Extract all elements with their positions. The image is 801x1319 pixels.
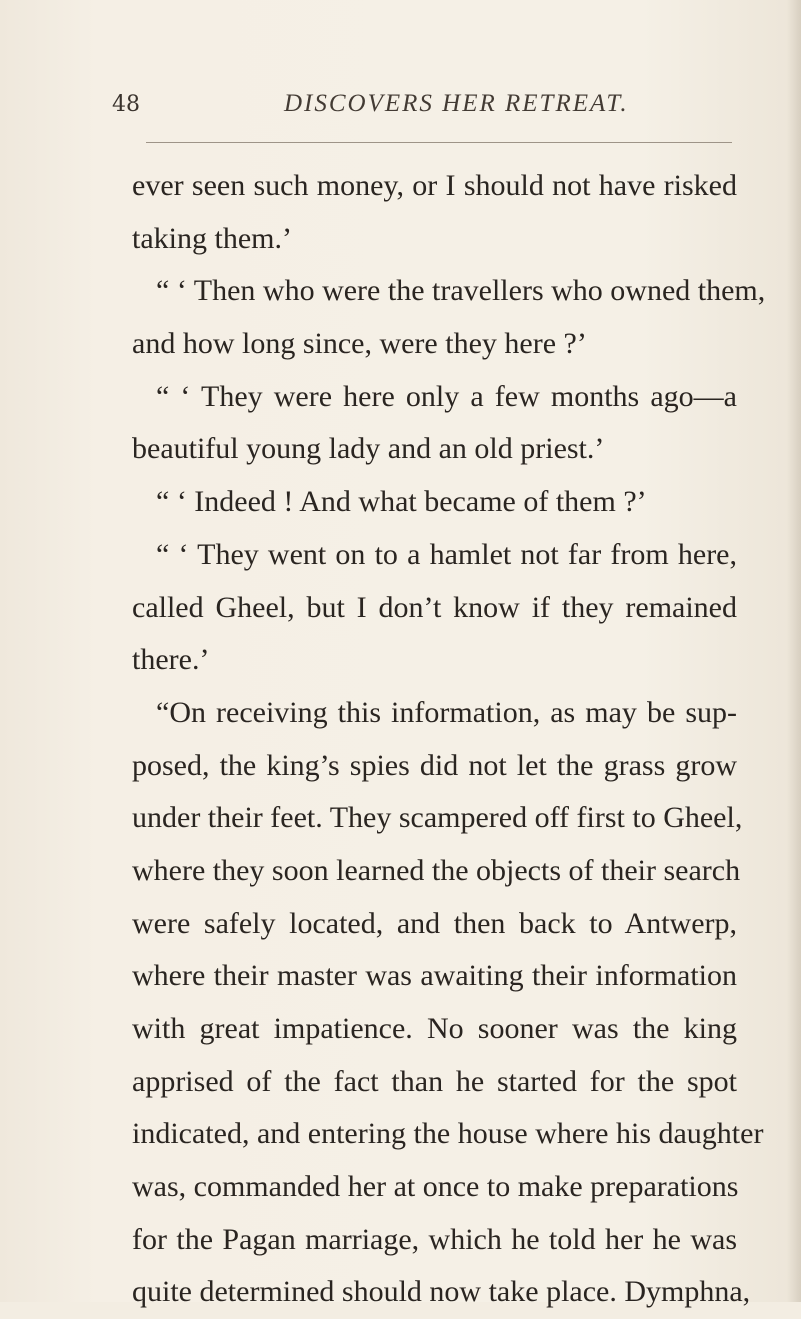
running-head: [112, 92, 772, 132]
text-line: “On receiving this information, as may be sup-: [156, 695, 737, 729]
text-line: “ ‘ Indeed ! And what became of them ?’: [156, 485, 647, 519]
page-number: 48: [112, 92, 140, 117]
text-line: apprised of the fact than he started for the spot: [132, 1064, 737, 1098]
text-line: quite determined should now take place. Dymphna,: [132, 1275, 751, 1309]
text-line: there.’: [132, 643, 210, 677]
text-line: posed, the king’s spies did not let the grass grow: [132, 748, 737, 782]
text-line: were safely located, and then back to Antwerp,: [132, 906, 737, 940]
text-line: called Gheel, but I don’t know if they remained: [132, 590, 737, 624]
text-line: “ ‘ They were here only a few months ago—a: [156, 379, 737, 413]
text-line: was, commanded her at once to make preparations: [132, 1170, 739, 1204]
text-line: indicated, and entering the house where his daughter: [132, 1117, 764, 1151]
text-line: beautiful young lady and an old priest.’: [132, 432, 605, 466]
body-text: [132, 160, 766, 1319]
text-line: ever seen such money, or I should not have risked: [132, 169, 737, 202]
text-line: under their feet. They scampered off first to Gheel,: [132, 801, 743, 835]
text-line: “ ‘ Then who were the travellers who owned them,: [156, 274, 766, 308]
text-line: with great impatience. No sooner was the king: [132, 1012, 737, 1045]
header-rule: [146, 142, 732, 143]
running-title: DISCOVERS HER RETREAT.: [284, 90, 629, 117]
text-line: “ ‘ They went on to a hamlet not far from here,: [156, 537, 737, 571]
page-edge-shadow: [787, 0, 801, 1302]
text-line: taking them.’: [132, 221, 292, 255]
text-line: for the Pagan marriage, which he told her he was: [132, 1222, 737, 1256]
text-line: where they soon learned the objects of their search: [132, 853, 741, 887]
text-line: where their master was awaiting their information: [132, 959, 737, 993]
text-line: and how long since, were they here ?’: [132, 327, 587, 361]
